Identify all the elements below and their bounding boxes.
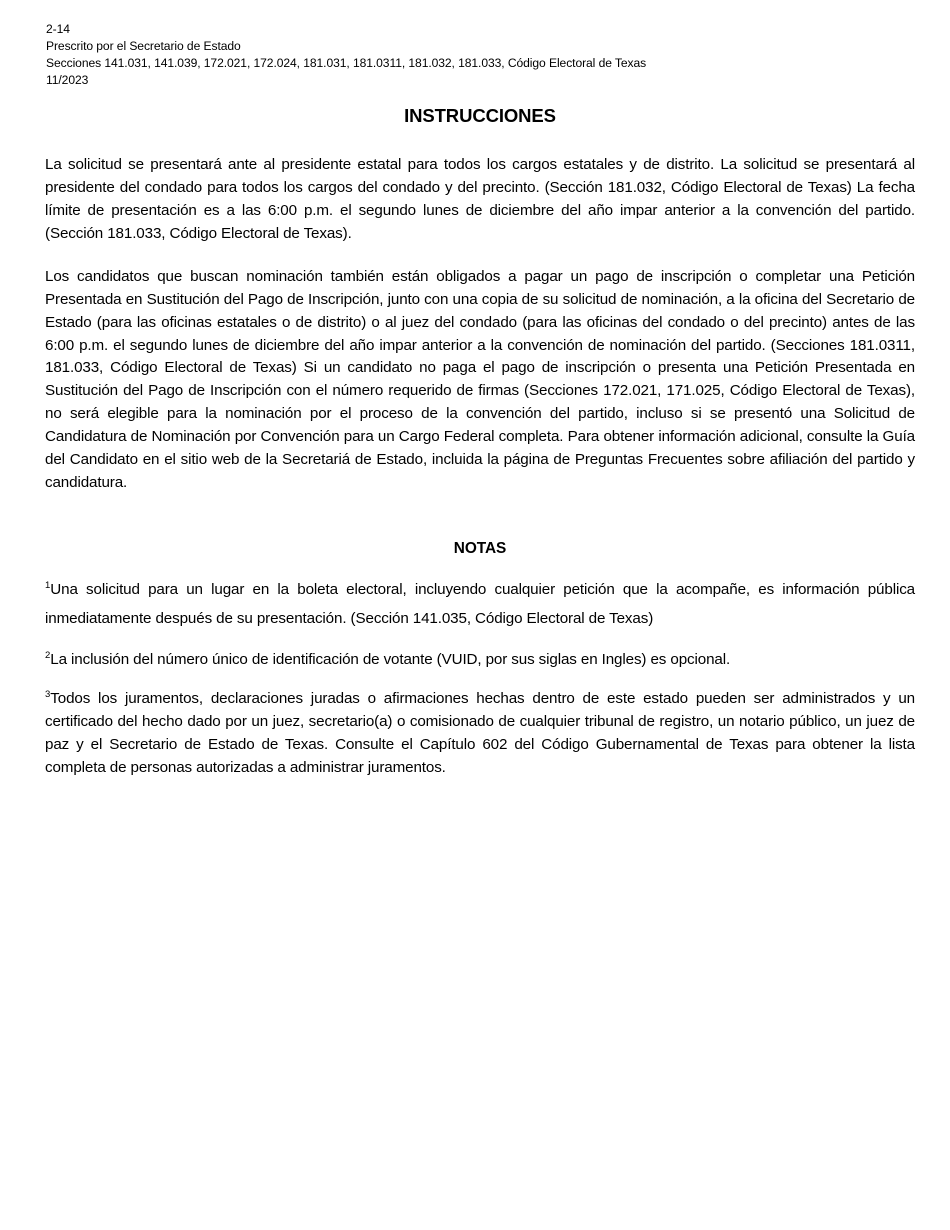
legal-sections-text: Secciones 141.031, 141.039, 172.021, 172.024, 181.031, 181.0311, 181.032, 181.033, Código Electoral de Texas: [46, 56, 647, 70]
note-marker-2: 2: [45, 649, 51, 661]
instructions-paragraph-2: Los candidatos que buscan nominación también están obligados a pagar un pago de inscripción o completar una Petición Presentada en Sustitución del Pago de Inscripción, junto con una copia de su solicitud de nominación, a la oficina del Secretario de Estado (para las oficinas estatales o de distrito) o al juez del condado (para las oficinas del condado o del precinto) antes de las 6:00 p.m. el segundo lunes de diciembre del año impar anterior a la convención de nominación del partido. (Secciones 181.0311, 181.033, Código Electoral de Texas) Si un candidato no paga el pago de inscripción o presenta una Petición Presentada en Sustitución del Pago de Inscripción con el número requerido de firmas (Secciones 172.021, 171.025, Código Electoral de Texas), no será elegible para la nominación por el proceso de la convención del partido, incluso si se presentó una Solicitud de Candidatura de Nominación por Convención para un Cargo Federal completa. Para obtener información adicional, consulte la Guía del Candidato en el sitio web de la Secretariá de Estado, incluida la página de Preguntas Frecuentes sobre afiliación del partido y candidatura.: [45, 268, 915, 491]
notes-title: NOTAS: [453, 540, 507, 557]
note-text-2: La inclusión del número único de identificación de votante (VUID, por sus siglas en Ingles) es opcional.: [50, 651, 731, 668]
note-item-2: [45, 645, 915, 674]
form-number: 2-14: [46, 22, 70, 36]
form-header: [46, 21, 906, 89]
instructions-title: INSTRUCCIONES: [404, 105, 556, 126]
note-text-3: Todos los juramentos, declaraciones juradas o afirmaciones hechas dentro de este estado pueden ser administrados y un certificado del hecho dado por un juez, secretario(a) o comisionado de cualquier tribunal de registro, un notario público, un juez de paz y el Secretario de Estado de Texas. Consulte el Capítulo 602 del Código Gubernamental de Texas para obtener la lista completa de personas autorizadas a administrar juramentos.: [45, 690, 915, 777]
instructions-paragraph-1: La solicitud se presentará ante al presidente estatal para todos los cargos estatales y de distrito. La solicitud se presentará al presidente del condado para todos los cargos del condado y del precinto. (Sección 181.032, Código Electoral de Texas) La fecha límite de presentación es a las 6:00 p.m. el segundo lunes de diciembre del año impar anterior a la convención del partido. (Sección 181.033, Código Electoral de Texas).: [45, 156, 915, 242]
prescribed-by-text: Prescrito por el Secretario de Estado: [46, 39, 241, 53]
note-text-1: Una solicitud para un lugar en la boleta electoral, incluyendo cualquier petición que la acompañe, es información pública inmediatamente después de su presentación. (Sección 141.035, Código Electoral de Texas): [45, 581, 915, 627]
note-item-1: [45, 575, 915, 633]
revision-date: 11/2023: [46, 73, 89, 87]
note-marker-1: 1: [45, 579, 51, 591]
note-item-3: [45, 687, 915, 779]
note-marker-3: 3: [45, 688, 51, 700]
